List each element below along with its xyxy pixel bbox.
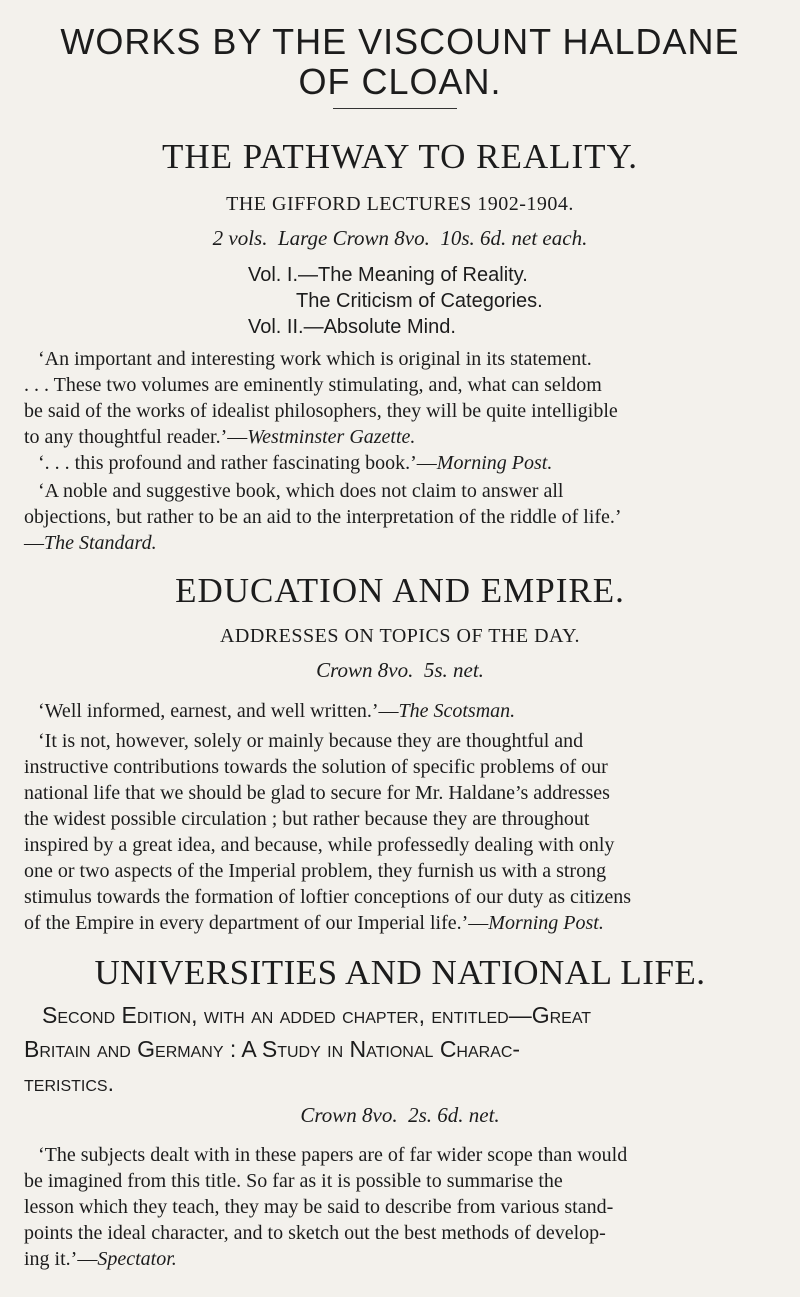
review-quote: ‘. . . this profound and rather fascinating book.’—Morning Post.	[38, 452, 553, 474]
book-subtitle: ADDRESSES ON TOPICS OF THE DAY.	[219, 625, 581, 647]
contents-line: Vol. I.—The Meaning of Reality.	[248, 264, 528, 286]
review-quote: ‘Well informed, earnest, and well written.’—The Scotsman.	[38, 700, 516, 722]
book-title: EDUCATION AND EMPIRE.	[175, 571, 625, 610]
book-title: THE PATHWAY TO REALITY.	[161, 137, 639, 176]
contents-line: The Criticism of Categories.	[296, 290, 543, 312]
review-quote: ‘The subjects dealt with in these papers are of far wider scope than would be imagined from this title. So far as it is possible to summarise the lesson which they teach, they may be said to describe from various stand- points the ideal character, and to sketch out the best methods of develop- ing it.’—Spectator.	[24, 1144, 628, 1270]
review-source: The Standard.	[44, 532, 157, 554]
review-source: Spectator.	[97, 1248, 177, 1270]
book-format: 2 vols. Large Crown 8vo. 10s. 6d. net each.	[212, 226, 588, 250]
review-source: Westminster Gazette.	[247, 426, 416, 448]
page-header-line1: WORKS BY THE VISCOUNT HALDANE	[60, 21, 740, 62]
book-title: UNIVERSITIES AND NATIONAL LIFE.	[94, 953, 706, 992]
book-subtitle: THE GIFFORD LECTURES 1902-1904.	[226, 193, 574, 215]
review-source: Morning Post.	[436, 452, 553, 474]
book-description: Second Edition, with an added chapter, entitled—Great Britain and Germany : A Study in National Charac- teristics.	[24, 1002, 592, 1096]
review-quote: ‘An important and interesting work which is original in its statement. . . . These two volumes are eminently stimulating, and, what can seldom be said of the works of idealist philosophers, they will be quite intelligible to any thoughtful reader.’—Westminster Gazette.	[24, 348, 618, 448]
review-source: The Scotsman.	[398, 700, 516, 722]
review-source: Morning Post.	[488, 912, 604, 934]
review-quote: ‘A noble and suggestive book, which does not claim to answer all objections, but rather to be an aid to the interpretation of the riddle of life.’ —The Standard.	[24, 480, 622, 554]
book-format: Crown 8vo. 5s. net.	[316, 658, 484, 682]
page-header-line2: OF CLOAN.	[298, 61, 502, 102]
book-format: Crown 8vo. 2s. 6d. net.	[300, 1103, 500, 1127]
divider	[333, 108, 457, 109]
contents-line: Vol. II.—Absolute Mind.	[248, 316, 456, 338]
review-quote: ‘It is not, however, solely or mainly because they are thoughtful and instructive contributions towards the solution of specific problems of our national life that we should be glad to secure for Mr. Haldane’s addresses the widest possible circulation ; but rather because they are throughout inspired by a great idea, and because, while professedly dealing with only one or two aspects of the Imperial problem, they furnish us with a strong stimulus towards the formation of loftier conceptions of our duty as citizens of the Empire in every department of our Imperial life.’—Morning Post.	[24, 730, 632, 934]
